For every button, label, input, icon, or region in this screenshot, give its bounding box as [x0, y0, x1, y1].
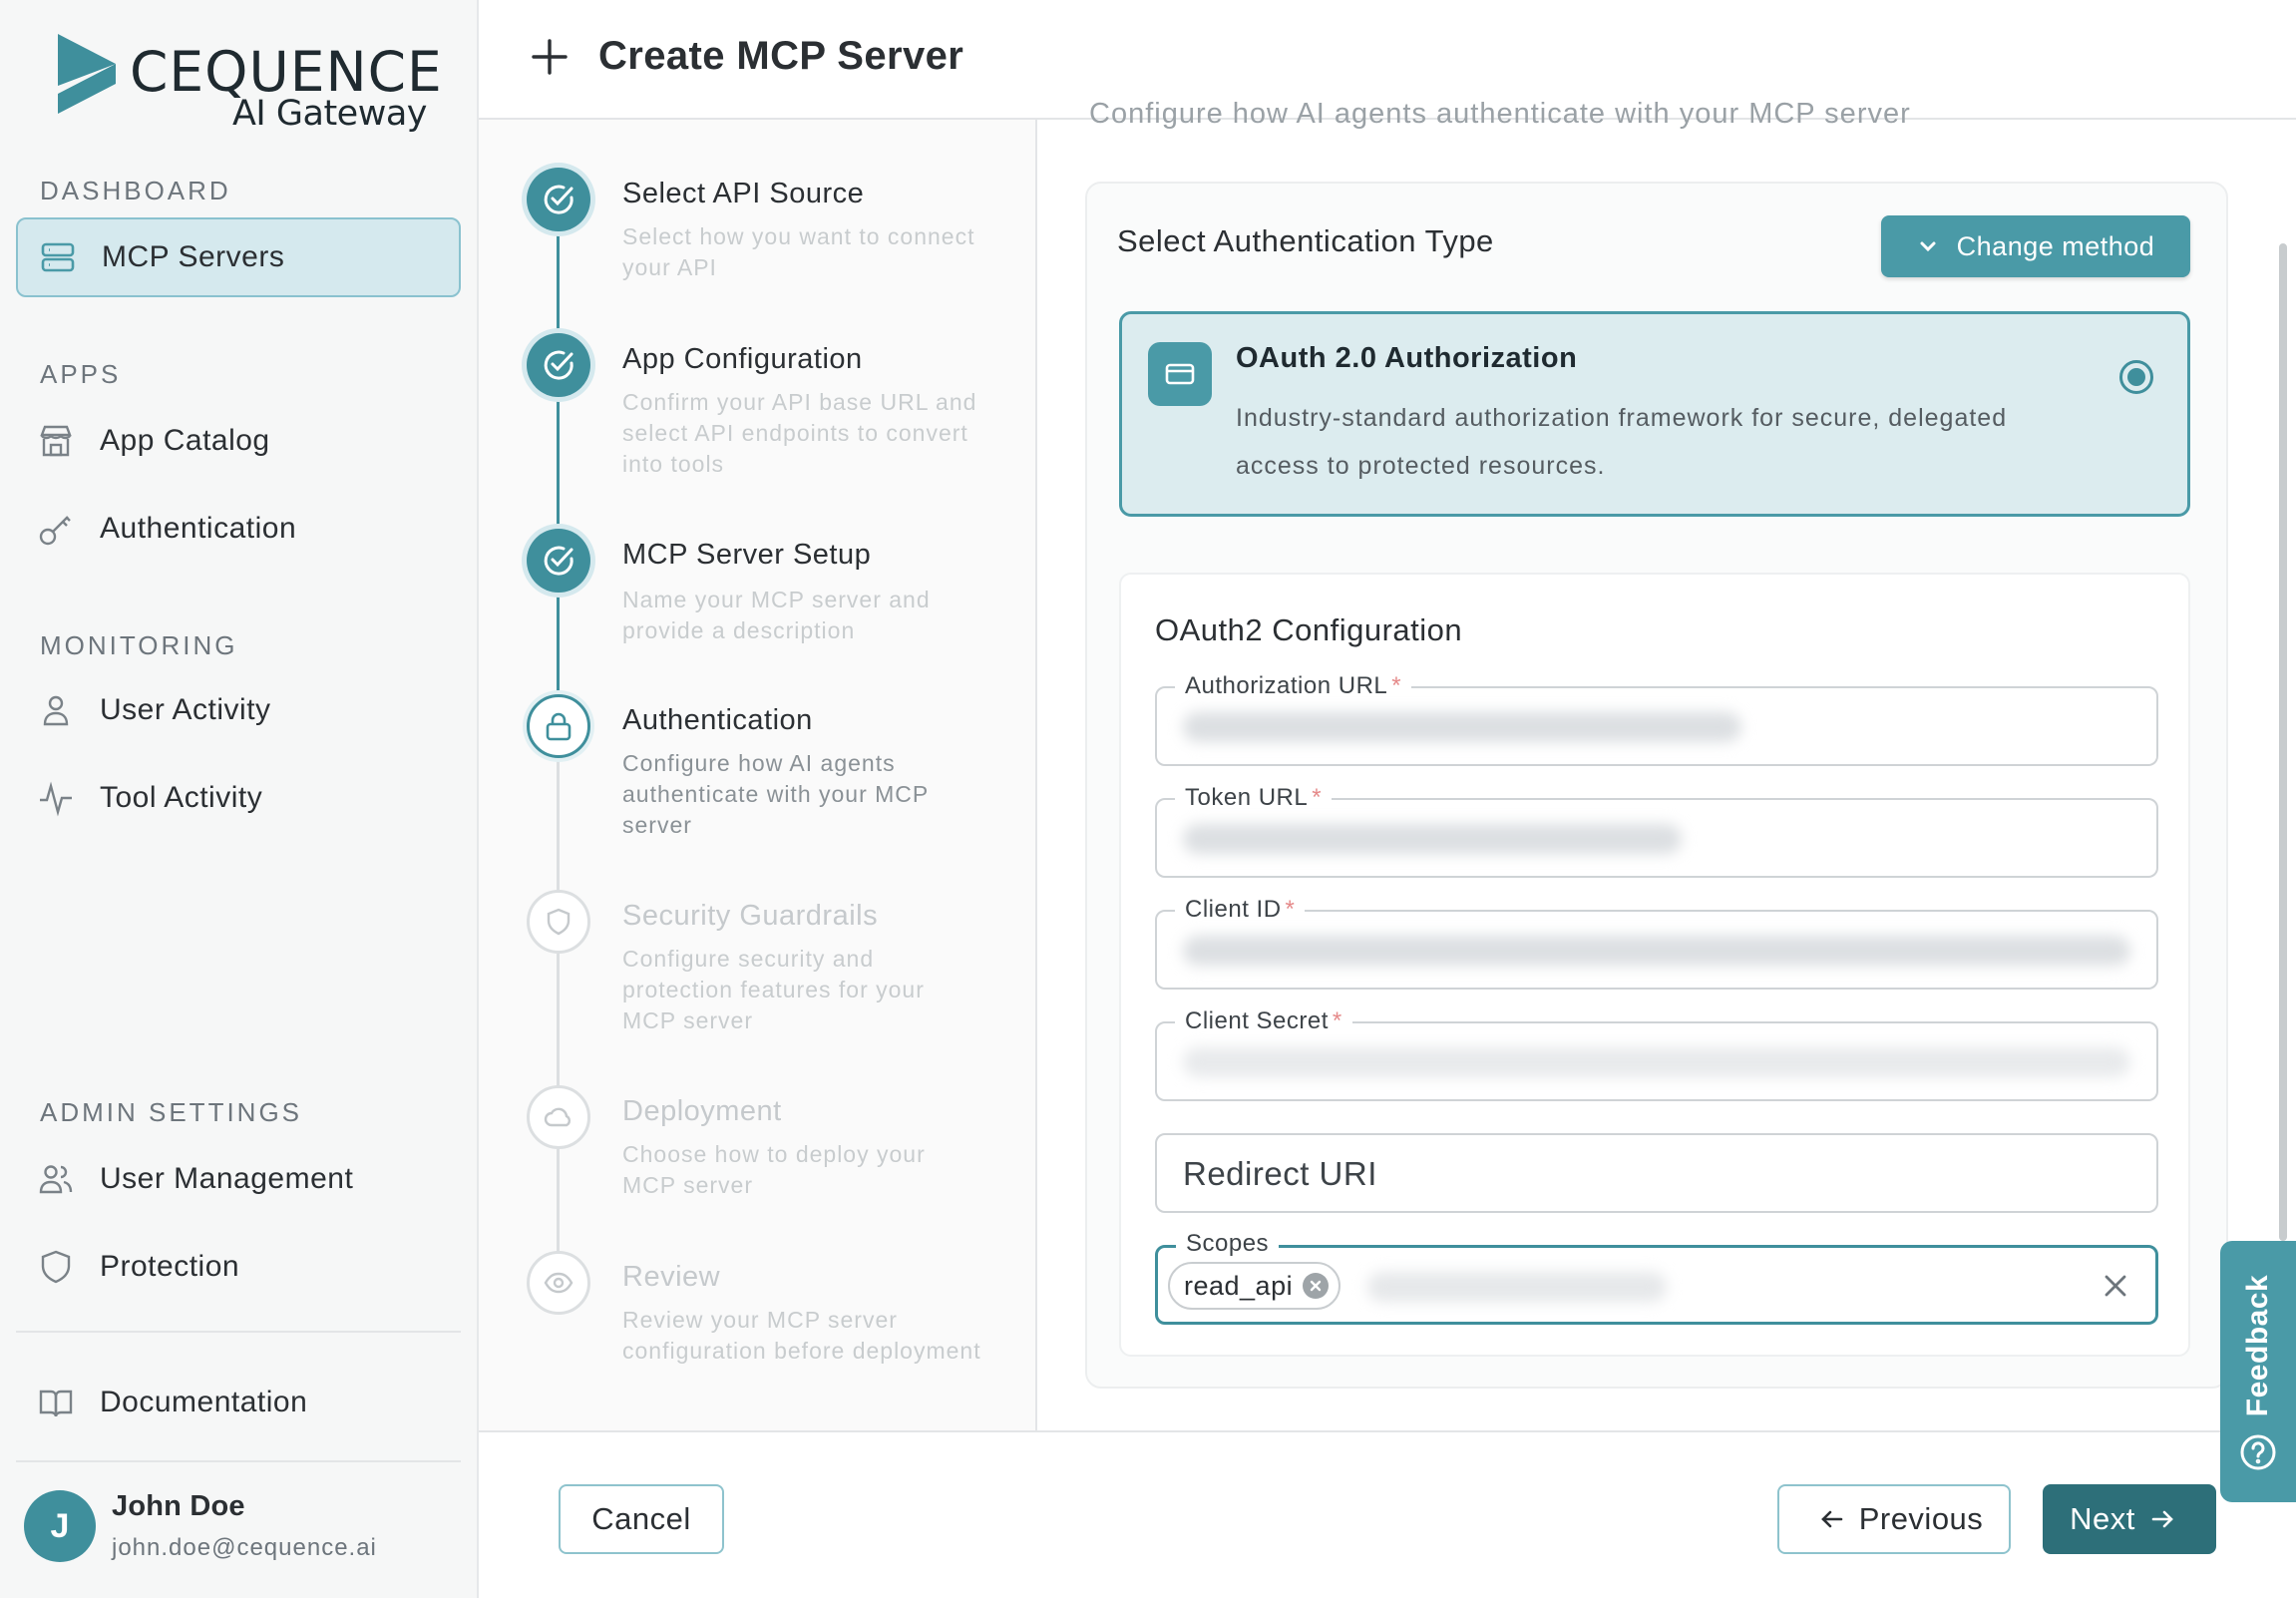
credit-card-icon — [1148, 342, 1212, 406]
field-label: Scopes — [1176, 1228, 1279, 1260]
sidebar-item-user-activity[interactable] — [16, 670, 461, 750]
field-label: Token URL * — [1175, 782, 1332, 814]
oauth2-config-panel — [1119, 573, 2190, 1357]
avatar[interactable]: J — [24, 1490, 96, 1562]
step-title: Authentication — [622, 704, 813, 736]
auth-option-radio[interactable] — [2119, 360, 2153, 394]
sidebar-item-label: Documentation — [100, 1386, 308, 1418]
step-indicator-review[interactable] — [527, 1251, 590, 1315]
sidebar-item-mcp-servers[interactable] — [16, 217, 461, 297]
next-button[interactable] — [2043, 1484, 2216, 1554]
section-label-apps: APPS — [40, 359, 122, 389]
sidebar-item-app-catalog[interactable] — [16, 401, 461, 481]
previous-button[interactable] — [1777, 1484, 2011, 1554]
server-icon — [40, 239, 76, 275]
auth-type-label: Select Authentication Type — [1117, 223, 1494, 258]
feedback-label-wrap — [2223, 1271, 2293, 1420]
user-email: john.doe@cequence.ai — [112, 1534, 377, 1561]
sidebar-divider — [16, 1460, 461, 1462]
config-title: OAuth2 Configuration — [1155, 612, 1463, 647]
next-label: Next — [2070, 1501, 2135, 1536]
sidebar-item-label: Protection — [100, 1250, 240, 1283]
sidebar-item-label: User Activity — [100, 693, 271, 726]
brand-subtitle: AI Gateway — [231, 94, 427, 134]
step-indicator-deployment[interactable] — [527, 1085, 590, 1149]
blurred-value — [1183, 712, 1741, 742]
step-description: Choose how to deploy your MCP server — [622, 1141, 926, 1198]
blurred-value — [1183, 1047, 2130, 1077]
step-description: Select how you want to connect your API — [622, 223, 975, 280]
step-connector — [557, 593, 560, 696]
client-secret-field[interactable] — [1155, 1007, 2158, 1101]
cloud-icon — [544, 1102, 574, 1132]
redirect-uri-placeholder: Redirect URI — [1183, 1155, 1377, 1192]
section-label-monitoring: MONITORING — [40, 630, 238, 660]
auth-option-description: Industry-standard authorization framework for secure, delegated access to protected resources. — [1236, 404, 2008, 480]
step-title: Security Guardrails — [622, 900, 879, 932]
step-connector — [557, 1149, 560, 1253]
page-title: Create MCP Server — [598, 34, 964, 78]
shield-icon — [38, 1249, 74, 1285]
blurred-value — [1367, 1272, 1667, 1302]
arrow-right-icon — [2149, 1506, 2175, 1532]
feedback-label: Feedback — [2241, 1274, 2274, 1417]
plus-icon — [531, 38, 569, 76]
authorization-url-field[interactable] — [1155, 672, 2158, 766]
step-indicator-app-configuration[interactable] — [527, 333, 590, 397]
blurred-value — [1183, 824, 1682, 854]
sidebar-item-label: App Catalog — [100, 424, 270, 457]
scopes-field[interactable] — [1155, 1230, 2158, 1325]
main-content — [1039, 98, 2296, 1432]
check-circle-icon — [542, 183, 575, 216]
help-circle-icon — [2238, 1432, 2278, 1472]
step-connector — [557, 758, 560, 892]
field-label: Client ID * — [1175, 894, 1305, 926]
wizard-footer — [479, 1430, 2296, 1598]
sidebar-item-label: Tool Activity — [100, 781, 263, 814]
sidebar-item-authentication[interactable] — [16, 489, 461, 569]
step-description: Configure security and protection features for your MCP server — [622, 946, 925, 1033]
field-label: Authorization URL * — [1175, 670, 1411, 702]
step-title: Review — [622, 1261, 721, 1293]
sidebar-item-protection[interactable] — [16, 1227, 461, 1307]
step-description: Review your MCP server configuration before deployment — [622, 1307, 981, 1364]
user-name: John Doe — [112, 1490, 245, 1522]
step-indicator-mcp-server-setup[interactable] — [527, 529, 590, 593]
token-url-field[interactable] — [1155, 784, 2158, 878]
eye-icon — [544, 1268, 574, 1298]
lock-icon — [544, 711, 574, 741]
client-id-field[interactable] — [1155, 896, 2158, 990]
check-circle-icon — [542, 544, 575, 578]
step-connector — [557, 231, 560, 335]
previous-label: Previous — [1858, 1501, 1984, 1536]
step-description: Name your MCP server and provide a description — [622, 587, 931, 643]
section-label-admin-settings: ADMIN SETTINGS — [40, 1097, 303, 1127]
cancel-button[interactable]: Cancel — [559, 1484, 724, 1554]
sidebar — [0, 0, 479, 1598]
auth-option-title: OAuth 2.0 Authorization — [1236, 342, 1578, 374]
step-title: Deployment — [622, 1095, 782, 1127]
sidebar-item-documentation[interactable] — [16, 1363, 461, 1442]
field-label: Client Secret * — [1175, 1005, 1352, 1037]
change-method-button[interactable] — [1881, 215, 2190, 277]
scope-chip-label: read_api — [1184, 1270, 1294, 1301]
chevron-down-icon — [1917, 235, 1939, 257]
step-title: Select API Source — [622, 178, 865, 209]
sidebar-item-label: User Management — [100, 1162, 354, 1195]
auth-option-oauth2[interactable] — [1119, 311, 2190, 517]
step-indicator-security-guardrails[interactable] — [527, 890, 590, 954]
sidebar-item-label: MCP Servers — [102, 240, 285, 273]
sidebar-item-label: Authentication — [100, 512, 297, 545]
step-connector — [557, 397, 560, 529]
change-method-label: Change method — [1956, 230, 2155, 261]
step-description: Confirm your API base URL and select API endpoints to convert into tools — [622, 389, 977, 477]
step-title: App Configuration — [622, 343, 863, 375]
feedback-tab[interactable] — [2220, 1241, 2296, 1502]
remove-chip-icon[interactable] — [1303, 1273, 1329, 1299]
section-description: Configure how AI agents authenticate with your MCP server — [1089, 98, 1911, 130]
check-circle-icon — [542, 348, 575, 382]
user-icon — [38, 692, 74, 728]
redirect-uri-field[interactable] — [1155, 1133, 2158, 1213]
close-icon[interactable] — [2102, 1272, 2129, 1300]
step-indicator-select-api-source[interactable] — [527, 168, 590, 231]
sidebar-divider — [16, 1331, 461, 1333]
step-connector — [557, 954, 560, 1087]
arrow-left-icon — [1819, 1506, 1845, 1532]
key-icon — [38, 511, 74, 547]
step-indicator-authentication[interactable] — [527, 694, 590, 758]
step-title: MCP Server Setup — [622, 539, 872, 571]
step-description: Configure how AI agents authenticate with your MCP server — [622, 750, 929, 838]
brand-name: CEQUENCE — [130, 40, 443, 104]
section-label-dashboard: DASHBOARD — [40, 176, 231, 205]
scope-chip[interactable] — [1168, 1262, 1340, 1310]
sidebar-item-tool-activity[interactable] — [16, 758, 461, 838]
logo-mark-icon — [58, 34, 118, 114]
blurred-value — [1183, 936, 2130, 966]
store-icon — [38, 423, 74, 459]
users-icon — [38, 1161, 74, 1197]
cequence-logo[interactable] — [58, 34, 443, 134]
sidebar-item-user-management[interactable] — [16, 1139, 461, 1219]
scrollbar[interactable] — [2279, 243, 2287, 1241]
book-icon — [38, 1385, 74, 1420]
activity-icon — [38, 780, 74, 816]
shield-icon — [545, 908, 573, 936]
